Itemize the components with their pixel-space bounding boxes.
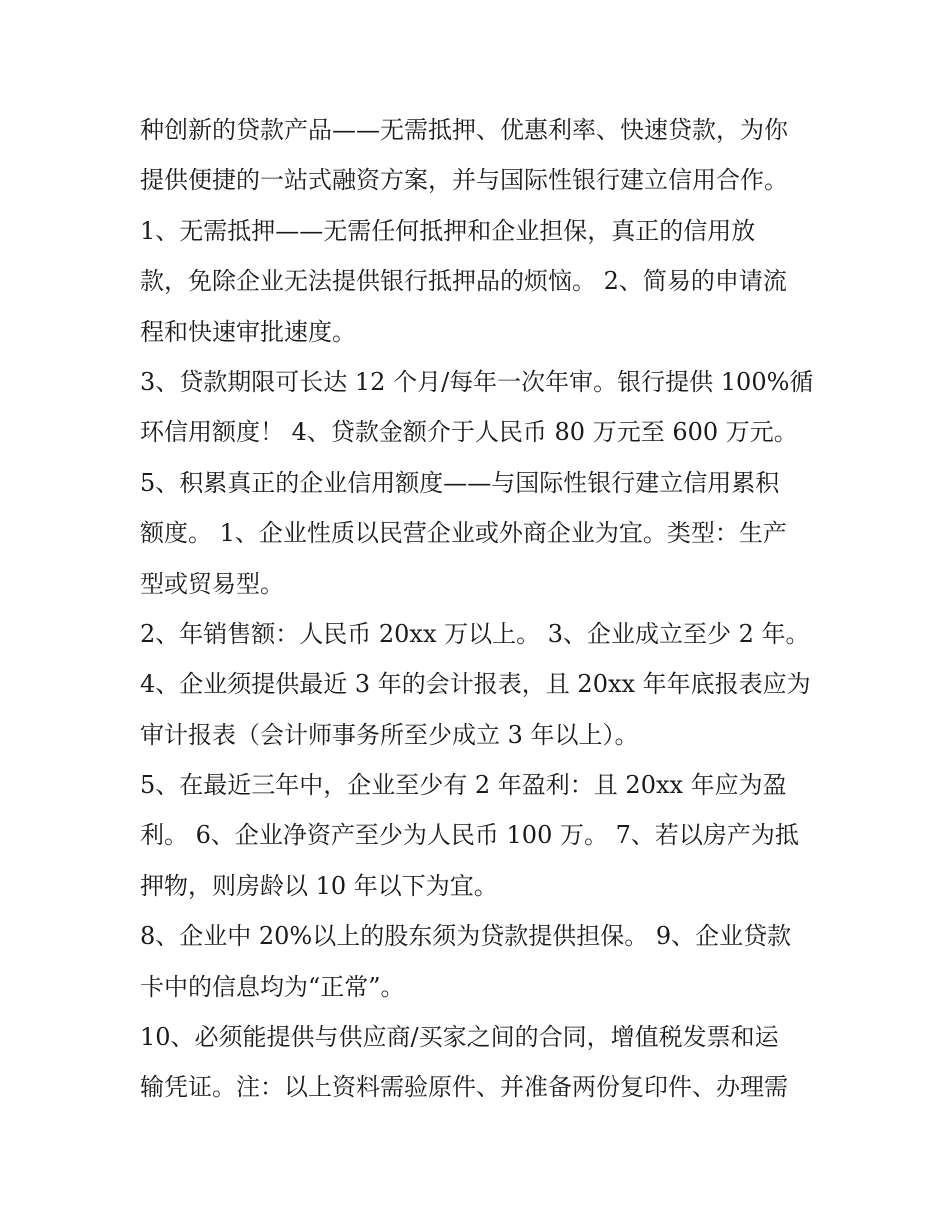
text-line: 3、贷款期限可长达 12 个月/每年一次年审。银行提供 100%循	[140, 367, 814, 396]
text-line: 2、年销售额：人民币 20xx 万以上。 3、企业成立至少 2 年。	[140, 619, 810, 648]
text-line: 提供便捷的一站式融资方案，并与国际性银行建立信用合作。	[140, 166, 788, 195]
text-line: 环信用额度！ 4、贷款金额介于人民币 80 万元至 600 万元。	[140, 418, 798, 447]
text-line: 审计报表（会计师事务所至少成立 3 年以上）。	[140, 720, 639, 749]
text-line: 种创新的贷款产品——无需抵押、优惠利率、快速贷款，为你	[140, 116, 788, 144]
text-line: 型或贸易型。	[140, 569, 284, 598]
text-line: 程和快速审批速度。	[140, 317, 356, 346]
text-line: 4、企业须提供最近 3 年的会计报表，且 20xx 年年底报表应为	[140, 670, 811, 699]
text-line: 5、积累真正的企业信用额度——与国际性银行建立信用累积	[140, 468, 780, 497]
text-line: 利。 6、企业净资产至少为人民币 100 万。 7、若以房产为抵	[140, 821, 799, 850]
text-line: 额度。 1、企业性质以民营企业或外商企业为宜。类型：生产	[140, 519, 787, 548]
text-line: 卡中的信息均为“正常”。	[140, 972, 405, 1001]
text-line: 8、企业中 20%以上的股东须为贷款提供担保。 9、企业贷款	[140, 922, 792, 951]
text-line: 10、必须能提供与供应商/买家之间的合同，增值税发票和运	[140, 1023, 779, 1052]
document-body	[140, 105, 820, 1113]
text-line: 输凭证。注：以上资料需验原件、并准备两份复印件、办理需	[140, 1073, 788, 1102]
text-line: 5、在最近三年中，企业至少有 2 年盈利：且 20xx 年应为盈	[140, 771, 787, 800]
text-line: 1、无需抵押——无需任何抵押和企业担保，真正的信用放	[140, 216, 756, 245]
text-line: 押物，则房龄以 10 年以下为宜。	[140, 871, 498, 900]
text-line: 款，免除企业无法提供银行抵押品的烦恼。 2、简易的申请流	[140, 267, 787, 296]
